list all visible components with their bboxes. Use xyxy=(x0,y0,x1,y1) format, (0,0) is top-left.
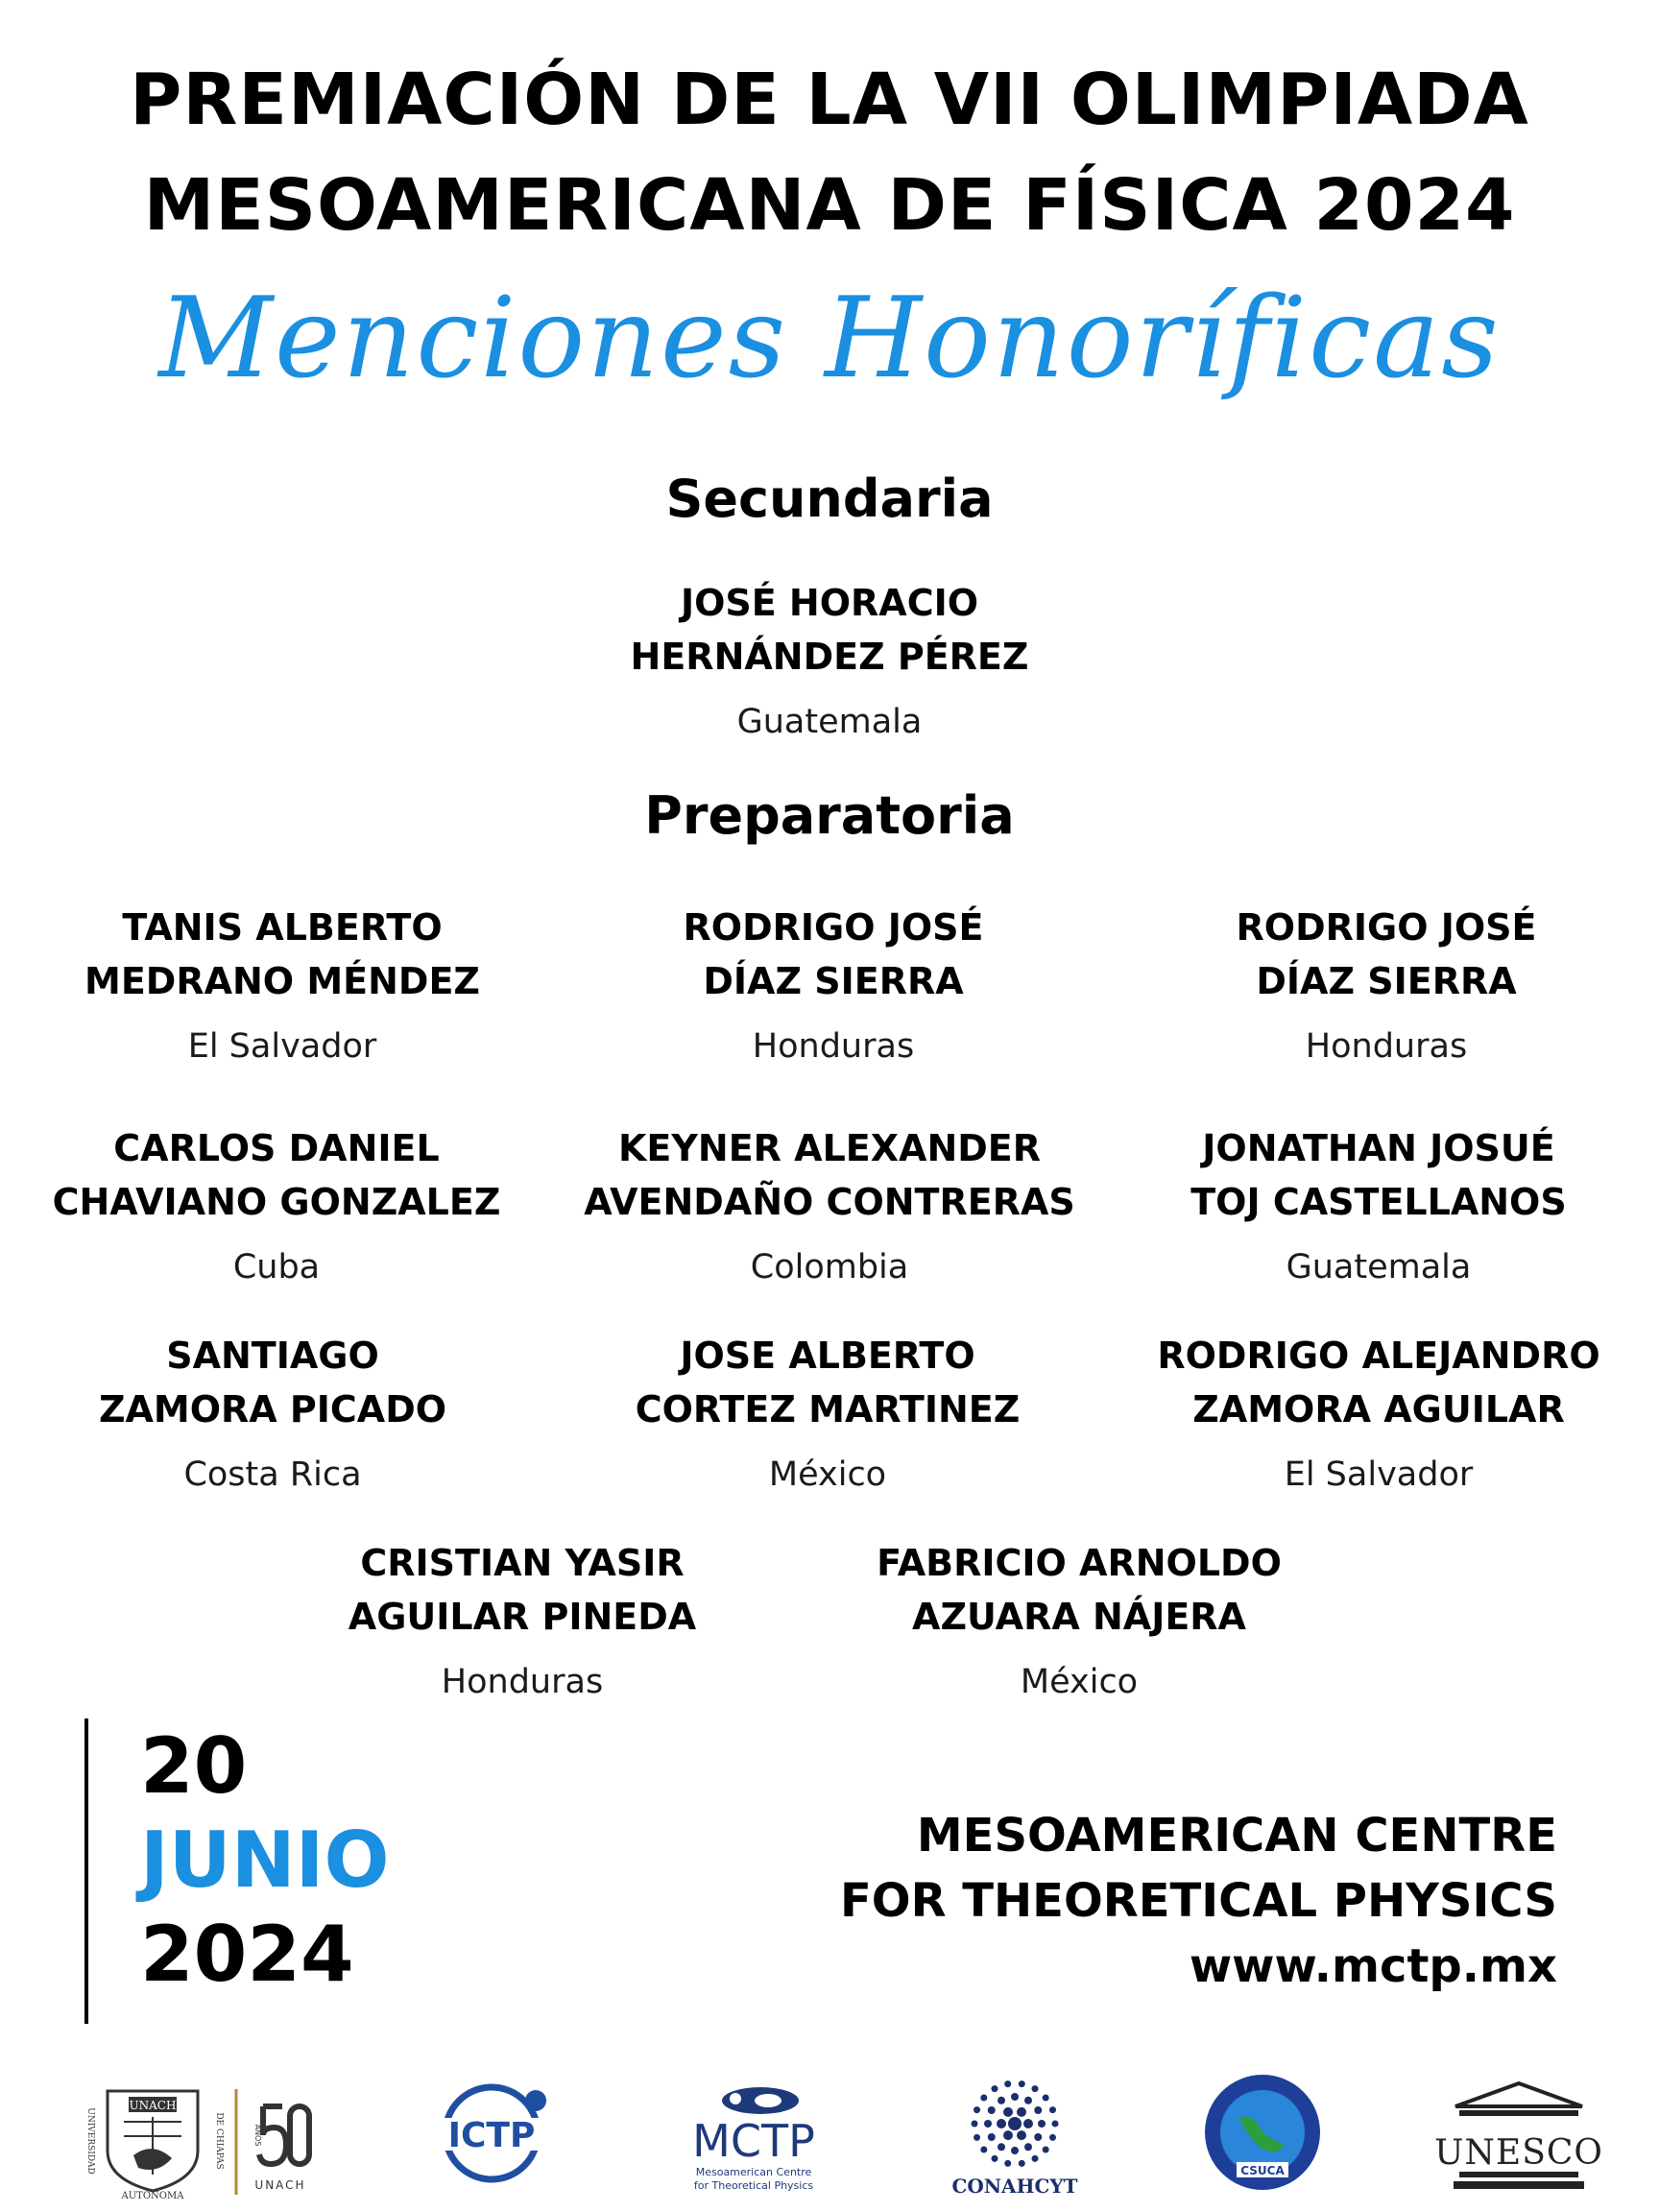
honoree-country: Honduras xyxy=(752,1027,915,1066)
honoree-country: El Salvador xyxy=(187,1027,377,1066)
svg-text:UNESCO: UNESCO xyxy=(1434,2133,1603,2173)
svg-text:AUTONOMA: AUTONOMA xyxy=(121,2191,184,2201)
honoree-name-first: JOSÉ HORACIO xyxy=(680,582,979,624)
honoree-name-first: RODRIGO JOSÉ xyxy=(1236,906,1537,949)
honoree-country: Costa Rica xyxy=(183,1455,362,1494)
secundaria-heading: Secundaria xyxy=(665,469,994,529)
svg-text:AÑOS: AÑOS xyxy=(253,2124,262,2147)
honoree-preparatoria-5 xyxy=(561,1121,1098,1288)
honoree-name-first: TANIS ALBERTO xyxy=(122,906,443,949)
honoree-name-first: CARLOS DANIEL xyxy=(113,1127,440,1169)
svg-text:DE CHIAPAS: DE CHIAPAS xyxy=(214,2112,224,2170)
honoree-country: El Salvador xyxy=(1284,1455,1474,1494)
ictp-icon xyxy=(428,2074,563,2189)
honoree-name-first: JONATHAN JOSUÉ xyxy=(1202,1127,1555,1169)
date-day: 20 xyxy=(140,1721,248,1811)
title-line-1: PREMIACIÓN DE LA VII OLIMPIADA xyxy=(130,59,1529,141)
unesco-icon xyxy=(1434,2080,1603,2195)
honoree-name-last: HERNÁNDEZ PÉREZ xyxy=(630,636,1029,678)
svg-text:ICTP: ICTP xyxy=(447,2116,536,2155)
svg-text:for Theoretical Physics: for Theoretical Physics xyxy=(693,2179,814,2192)
honoree-name-last: DÍAZ SIERRA xyxy=(703,960,964,1002)
svg-text:CONAHCYT: CONAHCYT xyxy=(951,2175,1078,2198)
svg-text:MCTP: MCTP xyxy=(692,2115,815,2167)
honoree-preparatoria-8 xyxy=(559,1329,1096,1496)
honoree-secundaria-1 xyxy=(561,576,1098,743)
title-line-2: MESOAMERICANA DE FÍSICA 2024 xyxy=(143,164,1516,247)
honoree-country: Cuba xyxy=(232,1248,321,1286)
honoree-preparatoria-10 xyxy=(253,1536,791,1703)
honoree-preparatoria-11 xyxy=(810,1536,1348,1703)
honoree-name-last: MEDRANO MÉNDEZ xyxy=(84,960,480,1002)
svg-text:UNACH: UNACH xyxy=(254,2178,306,2192)
honoree-preparatoria-2 xyxy=(565,901,1102,1068)
honoree-name-first: JOSE ALBERTO xyxy=(680,1334,975,1377)
honoree-country: México xyxy=(1020,1663,1139,1701)
honoree-preparatoria-1 xyxy=(13,901,551,1068)
honoree-name-last: AVENDAÑO CONTRERAS xyxy=(584,1181,1075,1223)
preparatoria-heading: Preparatoria xyxy=(644,785,1015,846)
honoree-country: México xyxy=(768,1455,887,1494)
svg-text:Mesoamerican Centre: Mesoamerican Centre xyxy=(695,2166,812,2178)
honoree-preparatoria-4 xyxy=(8,1121,545,1288)
svg-text:UNIVERSIDAD: UNIVERSIDAD xyxy=(85,2107,95,2175)
centre-name-line-2: FOR THEORETICAL PHYSICS xyxy=(839,1874,1557,1928)
honoree-name-first: CRISTIAN YASIR xyxy=(360,1542,685,1584)
honoree-preparatoria-3 xyxy=(1118,901,1655,1068)
honoree-name-last: AGUILAR PINEDA xyxy=(348,1596,697,1638)
honoree-name-first: KEYNER ALEXANDER xyxy=(617,1127,1042,1169)
menciones-honorificas-heading: Menciones Honoríficas xyxy=(158,274,1501,403)
honoree-name-first: RODRIGO ALEJANDRO xyxy=(1157,1334,1600,1377)
honoree-name-last: DÍAZ SIERRA xyxy=(1256,960,1517,1002)
svg-text:CSUCA: CSUCA xyxy=(1240,2164,1285,2177)
mctp-icon xyxy=(672,2081,835,2197)
date-year: 2024 xyxy=(140,1910,354,1999)
honoree-name-last: ZAMORA PICADO xyxy=(98,1388,447,1431)
honoree-country: Colombia xyxy=(750,1248,909,1286)
date-month: JUNIO xyxy=(140,1815,390,1905)
svg-text:UNACH: UNACH xyxy=(129,2099,177,2112)
honoree-name-last: CORTEZ MARTINEZ xyxy=(635,1388,1021,1431)
honoree-name-last: AZUARA NÁJERA xyxy=(912,1596,1246,1638)
honoree-name-last: ZAMORA AGUILAR xyxy=(1192,1388,1565,1431)
honoree-name-last: CHAVIANO GONZALEZ xyxy=(52,1181,501,1223)
honoree-preparatoria-9 xyxy=(1110,1329,1647,1496)
honoree-country: Guatemala xyxy=(1286,1248,1472,1286)
unach-50-anos-icon xyxy=(234,2089,321,2197)
centre-name-line-1: MESOAMERICAN CENTRE xyxy=(916,1809,1557,1863)
centre-url: www.mctp.mx xyxy=(1189,1939,1557,1993)
date-divider xyxy=(84,1719,88,2024)
honoree-name-first: FABRICIO ARNOLDO xyxy=(877,1542,1282,1584)
csuca-icon xyxy=(1200,2070,1325,2195)
honoree-country: Honduras xyxy=(1305,1027,1468,1066)
honoree-country: Honduras xyxy=(441,1663,604,1701)
honoree-preparatoria-6 xyxy=(1110,1121,1647,1288)
unach-shield-icon xyxy=(81,2083,225,2199)
honoree-preparatoria-7 xyxy=(4,1329,541,1496)
honoree-name-first: RODRIGO JOSÉ xyxy=(683,906,984,949)
conahcyt-icon xyxy=(933,2074,1096,2199)
honoree-name-last: TOJ CASTELLANOS xyxy=(1190,1181,1567,1223)
honoree-country: Guatemala xyxy=(736,703,923,741)
honoree-name-first: SANTIAGO xyxy=(166,1334,379,1377)
